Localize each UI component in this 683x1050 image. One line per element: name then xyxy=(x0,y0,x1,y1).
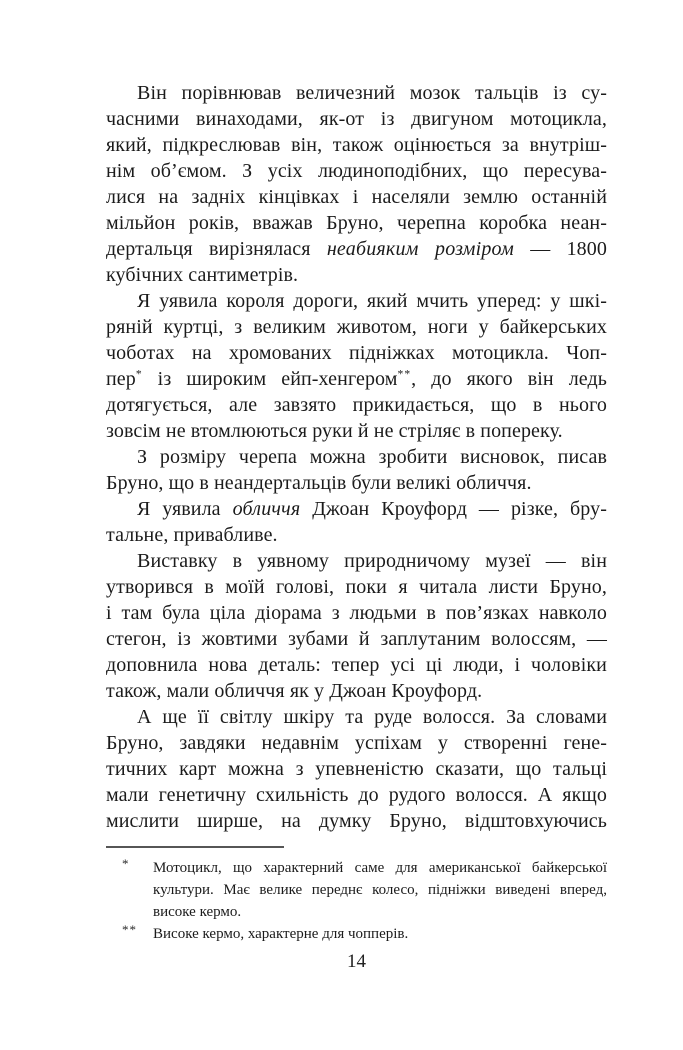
text-line: Він порівнював величезний мозок тальців із су- xyxy=(137,82,607,104)
footnote xyxy=(106,923,607,945)
text-line: який, підкреслював він, також оцінюється за внутріш- xyxy=(106,134,607,156)
text-line: А ще її світлу шкіру та руде волосся. За словами xyxy=(137,706,607,728)
text-line: нім об’ємом. З усіх людиноподібних, що пересува- xyxy=(106,160,607,182)
page-text xyxy=(106,80,607,834)
text-line: дотягується, але завзято прикидається, що в нього xyxy=(106,394,607,416)
paragraph xyxy=(106,548,607,704)
text-line: також, мали обличчя як у Джоан Кроуфорд. xyxy=(106,680,483,702)
text-line: мислити ширше, на думку Бруно, відштовхуючись xyxy=(106,810,607,832)
text-line: Бруно, що в неандертальців були великі обличчя. xyxy=(106,472,532,494)
footnote-line: Мотоцикл, що характерний саме для американської байкерської xyxy=(153,860,607,876)
footnote-line: високе кермо. xyxy=(153,904,242,920)
footnote-marker: * xyxy=(122,856,130,871)
paragraph xyxy=(106,288,607,444)
text-line: кубічних сантиметрів. xyxy=(106,264,299,286)
text-line: утворився в моїй голові, поки я читала листи Бруно, xyxy=(106,576,607,598)
text-line: ряній куртці, з великим животом, ноги у байкерських xyxy=(106,316,607,338)
paragraph xyxy=(106,704,607,834)
paragraph xyxy=(106,80,607,288)
text-line: доповнила нова деталь: тепер усі ці люди, і чоловіки xyxy=(106,654,607,676)
footnote xyxy=(106,857,607,923)
text-line: чоботах на хромованих підніжках мотоцикла. Чоп- xyxy=(106,342,607,364)
footnote-marker: ** xyxy=(122,922,137,937)
footnote-separator xyxy=(106,846,284,848)
paragraph xyxy=(106,444,607,496)
text-line: дертальця вирізнялася неабияким розміром — 1800 xyxy=(106,238,607,260)
footnotes xyxy=(106,857,607,945)
text-line: З розміру черепа можна зробити висновок, писав xyxy=(137,446,607,468)
text-line: Виставку в уявному природничому музеї — він xyxy=(137,550,607,572)
text-line: стегон, із жовтими зубами й заплутаним волоссям, — xyxy=(106,628,607,650)
footnote-line: Високе кермо, характерне для чопперів. xyxy=(153,926,409,942)
paragraph xyxy=(106,496,607,548)
footnote-line: культури. Має велике переднє колесо, підніжки виведені вперед, xyxy=(153,882,607,898)
text-line: Я уявила короля дороги, який мчить уперед: у шкі- xyxy=(137,290,607,312)
page-number: 14 xyxy=(347,951,366,972)
text-line: часними винаходами, як-от із двигуном мотоцикла, xyxy=(106,108,607,130)
text-line: Я уявила обличчя Джоан Кроуфорд — різке, бру- xyxy=(137,498,607,520)
text-line: пер* із широким ейп-хенгером**, до якого він ледь xyxy=(106,367,608,390)
text-line: Бруно, завдяки недавнім успіхам у створенні гене- xyxy=(106,732,607,754)
text-line: тальне, привабливе. xyxy=(106,524,278,546)
text-line: тичних карт можна з упевненістю сказати, що тальці xyxy=(106,758,607,780)
text-line: зовсім не втомлюються руки й не стріляє в попереку. xyxy=(106,420,563,442)
text-line: лися на задніх кінцівках і населяли землю останній xyxy=(106,186,607,208)
text-line: і там була ціла діорама з людьми в пов’язках навколо xyxy=(106,602,607,624)
text-line: мали генетичну схильність до рудого волосся. А якщо xyxy=(106,784,607,806)
text-line: мільйон років, вважав Бруно, черепна коробка неан- xyxy=(106,212,607,234)
